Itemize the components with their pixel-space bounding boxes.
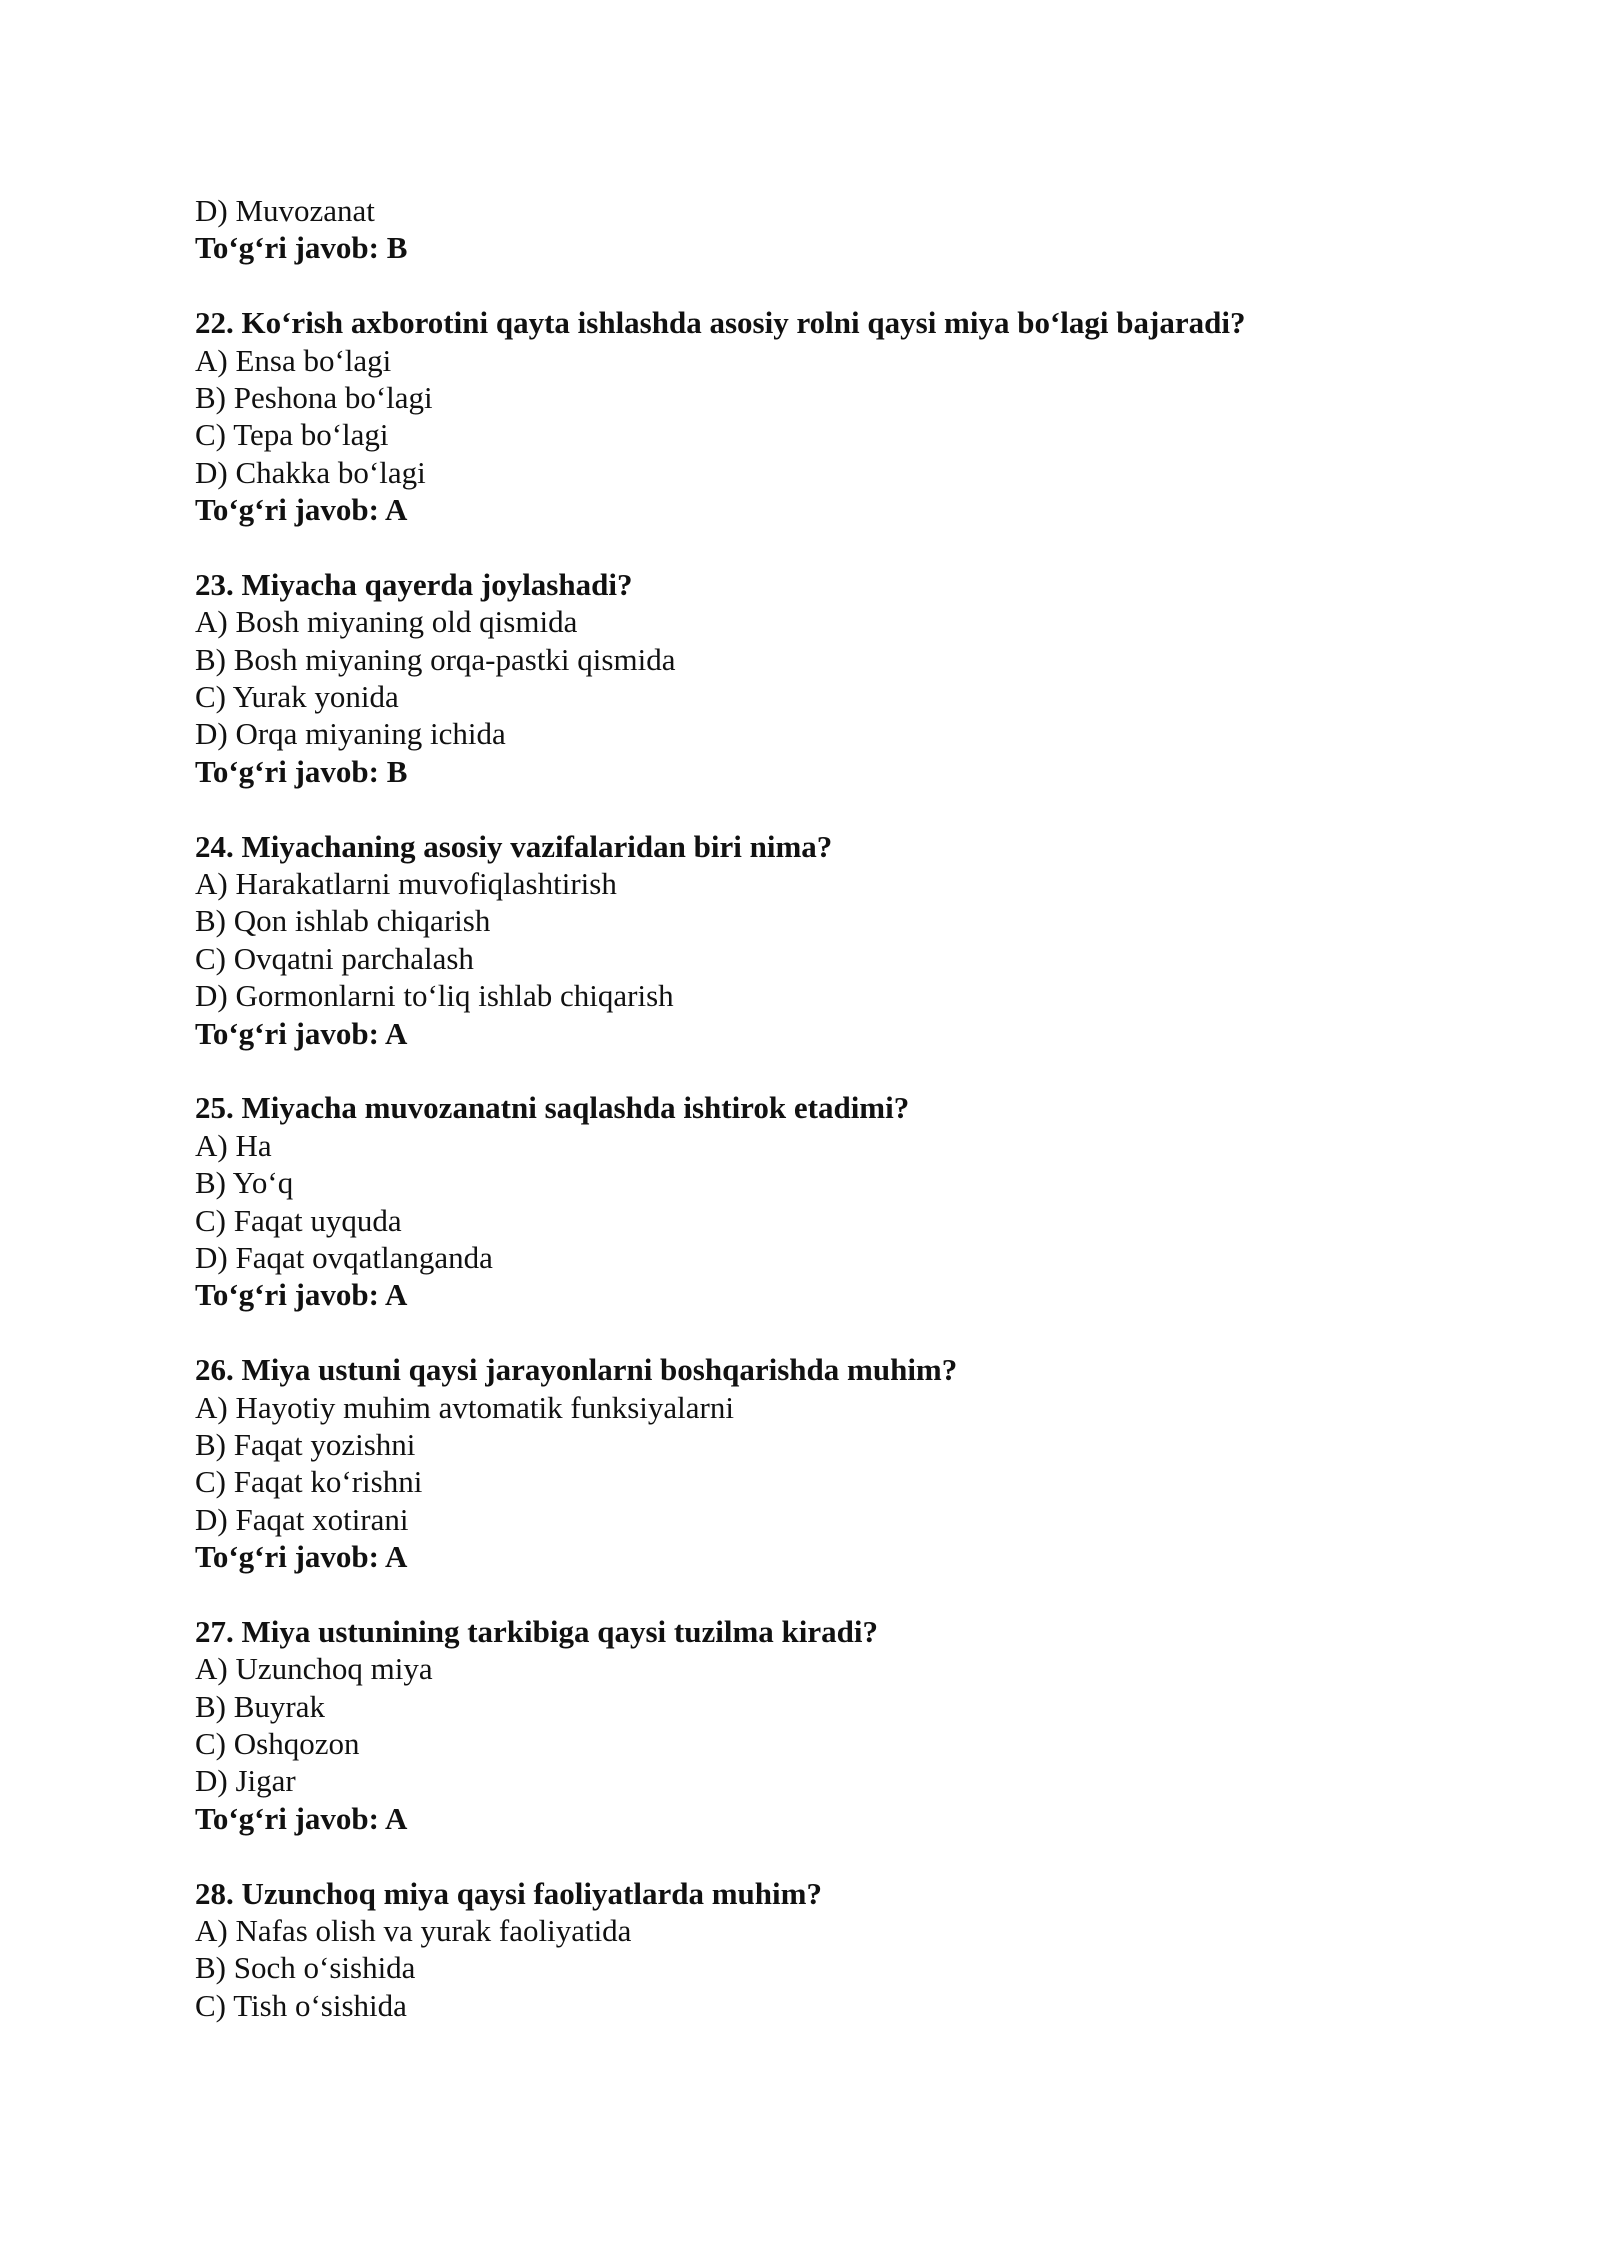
option-text: B) Peshona bo‘lagi [195,379,433,415]
question-text: 22. Ko‘rish axborotini qayta ishlashda asosiy rolni qaysi miya bo‘lagi bajaradi? [195,305,1246,341]
option-text: D) Muvozanat [195,193,375,228]
correct-answer: To‘g‘ri javob: B [195,753,408,789]
correct-answer: To‘g‘ri javob: A [195,1539,408,1575]
option-text: C) Tish o‘sishida [195,1987,407,2023]
question-block [195,1089,1455,1313]
correct-answer: To‘g‘ri javob: A [195,1015,408,1051]
option-text: B) Soch o‘sishida [195,1950,416,1986]
option-text: C) Faqat uyquda [195,1202,402,1238]
question-block [195,828,1455,1052]
question-text: 26. Miya ustuni qaysi jarayonlarni boshqarishda muhim? [195,1352,958,1388]
option-text: A) Uzunchoq miya [195,1651,433,1687]
question-block [195,566,1455,790]
option-text: C) Yurak yonida [195,679,399,715]
correct-answer: To‘g‘ri javob: A [195,492,408,528]
lead-block [195,192,1455,267]
document-page [195,192,1455,2024]
question-block [195,1613,1455,1837]
question-block [195,1351,1455,1575]
option-text: A) Harakatlarni muvofiqlashtirish [195,866,617,902]
option-text: C) Tepa bo‘lagi [195,417,389,453]
option-text: C) Ovqatni parchalash [195,940,474,976]
question-text: 23. Miyacha qayerda joylashadi? [195,566,633,602]
option-text: B) Qon ishlab chiqarish [195,903,491,939]
question-block [195,304,1455,528]
option-text: B) Buyrak [195,1688,326,1724]
correct-answer: To‘g‘ri javob: B [195,230,408,266]
question-text: 27. Miya ustunining tarkibiga qaysi tuzilma kiradi? [195,1613,878,1649]
option-text: A) Ha [195,1127,272,1163]
question-block [195,1875,1455,2025]
question-text: 24. Miyachaning asosiy vazifalaridan biri nima? [195,828,833,864]
option-text: D) Orqa miyaning ichida [195,716,506,752]
option-text: D) Jigar [195,1763,296,1799]
option-text: C) Oshqozon [195,1726,360,1762]
correct-answer: To‘g‘ri javob: A [195,1277,408,1313]
option-text: D) Faqat xotirani [195,1501,409,1537]
option-text: B) Yo‘q [195,1165,294,1201]
option-text: A) Hayotiy muhim avtomatik funksiyalarni [195,1389,734,1425]
option-text: A) Bosh miyaning old qismida [195,604,578,640]
option-text: D) Gormonlarni to‘liq ishlab chiqarish [195,978,674,1014]
question-text: 25. Miyacha muvozanatni saqlashda ishtirok etadimi? [195,1090,910,1126]
option-text: D) Chakka bo‘lagi [195,454,426,490]
option-text: B) Bosh miyaning orqa-pastki qismida [195,641,676,677]
option-text: B) Faqat yozishni [195,1426,416,1462]
option-text: D) Faqat ovqatlanganda [195,1239,493,1275]
option-text: A) Nafas olish va yurak faoliyatida [195,1912,632,1948]
question-text: 28. Uzunchoq miya qaysi faoliyatlarda muhim? [195,1875,822,1911]
correct-answer: To‘g‘ri javob: A [195,1800,408,1836]
option-text: A) Ensa bo‘lagi [195,342,392,378]
option-text: C) Faqat ko‘rishni [195,1464,423,1500]
